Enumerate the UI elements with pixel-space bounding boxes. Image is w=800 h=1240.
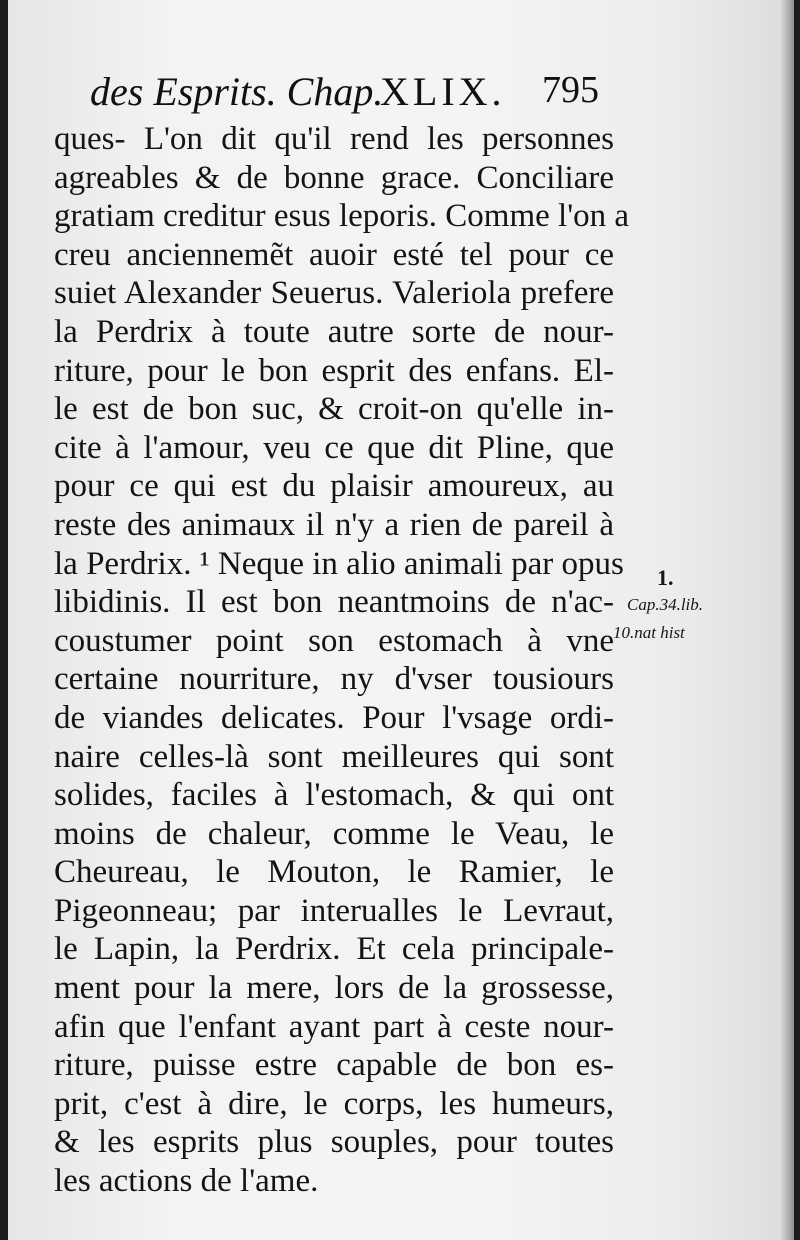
text-line: la Perdrix à toute autre sorte de nour-: [54, 313, 614, 350]
text-line: le Lapin, la Perdrix. Et cela principale-: [54, 931, 614, 968]
text-line: solides, faciles à l'estomach, & qui ont: [54, 777, 614, 814]
margin-note: [613, 565, 723, 647]
chapter-number: XLIX.: [380, 69, 506, 114]
body-text: [54, 120, 630, 1201]
text-line: agreables & de bonne grace. Conciliare: [54, 159, 614, 196]
text-line: Cheureau, le Mouton, le Ramier, le: [54, 854, 614, 891]
text-line: suiet Alexander Seuerus. Valeriola prefere: [54, 275, 614, 312]
text-line: le est de bon suc, & croit-on qu'elle in-: [54, 391, 614, 428]
text-line: cite à l'amour, veu ce que dit Pline, que: [54, 429, 614, 466]
text-line: Pigeonneau; par interualles le Levraut,: [54, 892, 614, 929]
text-line: ment pour la mere, lors de la grossesse,: [54, 970, 614, 1007]
margin-note-number: 1.: [657, 565, 674, 590]
text-line: certaine nourriture, ny d'vser tousiours: [54, 661, 614, 698]
text-line: creu anciennemẽt auoir esté tel pour ce: [54, 236, 614, 273]
text-line: moins de chaleur, comme le Veau, le: [54, 815, 614, 852]
margin-note-line: 10.nat hist: [613, 623, 685, 642]
text-line: riture, pour le bon esprit des enfans. El-: [54, 352, 614, 389]
text-line-last: les actions de l'ame.: [54, 1163, 319, 1200]
text-line: reste des animaux il n'y a rien de pareil à: [54, 506, 614, 543]
page-header: [90, 68, 610, 120]
text-line: libidinis. Il est bon neantmoins de n'ac-: [54, 584, 614, 621]
text-line: ques- L'on dit qu'il rend les personnes: [54, 121, 614, 157]
text-line: coustumer point son estomach à vne: [54, 622, 614, 659]
margin-note-line: Cap.34.lib.: [627, 595, 704, 614]
page-number: 795: [542, 69, 599, 111]
text-line: & les esprits plus souples, pour toutes: [54, 1124, 614, 1161]
text-line: riture, puisse estre capable de bon es-: [54, 1047, 614, 1084]
text-line: naire celles-là sont meilleures qui sont: [54, 738, 614, 775]
text-line: de viandes delicates. Pour l'vsage ordi-: [54, 699, 614, 736]
text-line: pour ce qui est du plaisir amoureux, au: [54, 468, 614, 505]
text-line: la Perdrix. ¹ Neque in alio animali par opus: [54, 545, 624, 582]
text-line: gratiam creditur esus leporis. Comme l'on a: [54, 198, 630, 235]
text-line: afin que l'enfant ayant part à ceste nour-: [54, 1008, 614, 1045]
text-line: prit, c'est à dire, le corps, les humeurs,: [54, 1085, 614, 1122]
book-page: [8, 0, 794, 1240]
running-title: des Esprits. Chap.: [90, 69, 384, 114]
